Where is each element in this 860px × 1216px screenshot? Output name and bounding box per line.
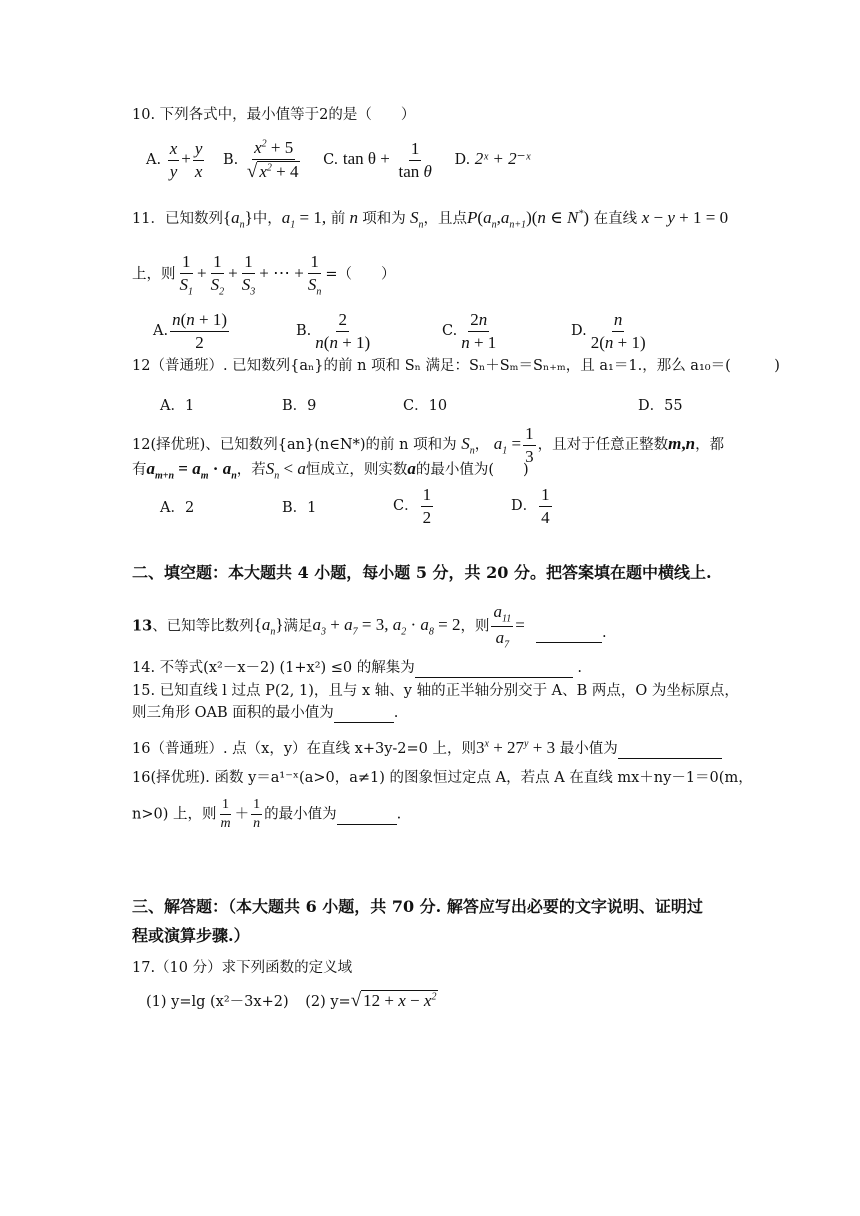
q10-option-a-label: A. bbox=[146, 152, 162, 169]
q12b-line2-a: 有 bbox=[132, 462, 147, 478]
q10-option-d-expr: 2ˣ + 2⁻ˣ bbox=[474, 149, 531, 169]
q17-part-1: (1) y=lg (x²－3x+2) bbox=[146, 994, 289, 1010]
q13-stem-a: 、已知等比数列 bbox=[152, 618, 254, 635]
q12b-line1-b: ，且对于任意正整数 bbox=[537, 437, 669, 454]
section-2-heading: 二、填空题：本大题共 4 小题，每小题 5 分，共 20 分。把答案填在题中横线上. bbox=[132, 563, 712, 582]
q11-option-c: C. $\frac{2n}{n + 1}$ bbox=[442, 310, 497, 352]
q17-part-2-label: (2) y= bbox=[305, 994, 351, 1010]
q12b-option-d: D． $\frac{1}{4}$ bbox=[511, 485, 550, 527]
q10-option-c-tan: tan θ + bbox=[342, 149, 390, 169]
q11-option-b: B. $\frac{2}{n(n + 1)}$ bbox=[296, 310, 371, 352]
q12b-line1-c: ，都 bbox=[695, 437, 725, 454]
q11-line2-b: =（ ） bbox=[325, 266, 396, 283]
q15-line2-text: 则三角形 OAB 面积的最小值为 bbox=[132, 705, 334, 721]
q12b-line2-c: 恒成立，则实数 bbox=[305, 462, 408, 478]
q11-stem-e: ，且点 bbox=[423, 211, 467, 227]
q11-line1: 11．已知数列$\{a_n\}$中，$a_1 = 1$, 前 n 项和为 $S_n$，且点$P(a_n,a_{n+1})(n$ ∈ N*) 在直线 x − y + 1 = 0 bbox=[132, 208, 729, 231]
q16a-line: 16（普通班）. 点（x，y）在直线 x+3y-2=0 上，则$3^x + 27^y + 3$ 最小值为 bbox=[132, 738, 722, 759]
q11-option-b-label: B. bbox=[296, 323, 312, 340]
q16a-stem-a: 16（普通班）. 点（x，y）在直线 x+3y-2=0 上，则 bbox=[132, 741, 476, 757]
q12a-option-c: C．10 bbox=[403, 398, 448, 414]
q11-stem-a: 11．已知数列 bbox=[132, 211, 223, 227]
q13-answer-blank[interactable]: . bbox=[536, 625, 607, 643]
q12a-option-b: B．9 bbox=[282, 398, 317, 414]
q12a-option-a: A．1 bbox=[160, 398, 195, 414]
q11-option-d-label: D. bbox=[571, 323, 587, 340]
q17-stem: 17.（10 分）求下列函数的定义域 bbox=[132, 960, 353, 976]
q11-stem-c: 前 bbox=[330, 211, 346, 227]
q10-option-d-label: D. bbox=[454, 152, 471, 169]
q14-answer-blank[interactable] bbox=[415, 660, 573, 678]
q17-parts: (1) y=lg (x²－3x+2) (2) y=√ $12 + x - x^2$ bbox=[146, 990, 437, 1011]
q10-option-c-label: C. bbox=[323, 152, 339, 169]
q12b-option-b: B．1 bbox=[282, 500, 317, 516]
q12b-option-d-label: D． bbox=[511, 498, 538, 515]
q11-option-a-label: A. bbox=[153, 323, 169, 340]
q13-line: 13、已知等比数列$\{a_n\}$满足$a_3 + a_7 = 3$, $a_2 \cdot a_8 = 2$，则 $\frac{a_{11}}{a_7}$ = bbox=[132, 602, 525, 651]
q11-stem-d: 项和为 bbox=[362, 211, 406, 227]
q12b-option-c: C． $\frac{1}{2}$ bbox=[393, 485, 432, 527]
q16b-line2-b: 的最小值为 bbox=[264, 806, 337, 823]
q10-option-b-label: B. bbox=[223, 152, 239, 169]
q14-line: 14. 不等式(x²－x－2) (1+x²) ≤0 的解集为 . bbox=[132, 660, 582, 678]
q12b-line2-d: 的最小值为( ) bbox=[415, 462, 529, 478]
q12a-option-d: D．55 bbox=[638, 398, 683, 414]
q10-options: A. $\frac{x}{y}$ + $\frac{y}{x}$ B. $\frac{x^2 + 5}{√ x^2 + 4}$ C. tan θ + $\frac{1}{\text{tan θ}}$ D. 2ˣ + 2⁻ˣ bbox=[146, 138, 531, 182]
q10-stem: 10. 下列各式中，最小值等于2的是（ ） bbox=[132, 107, 416, 123]
q11-line2-a: 上，则 bbox=[132, 266, 176, 283]
q16b-line2: n>0) 上，则 $\frac{1}{m}$ ＋ $\frac{1}{n}$ 的最小值为 . bbox=[132, 797, 402, 832]
q11-option-c-label: C. bbox=[442, 323, 458, 340]
q12b-option-a: A．2 bbox=[160, 500, 195, 516]
q15-answer-blank[interactable] bbox=[334, 705, 394, 723]
q11-option-d: D. $\frac{n}{2(n + 1)}$ bbox=[571, 310, 646, 352]
q16a-stem-b: 最小值为 bbox=[559, 741, 618, 757]
q11-line2: 上，则 $\frac{1}{S_1}$ + $\frac{1}{S_2}$ + $\frac{1}{S_3}$ + ⋯ + $\frac{1}{S_n}$ =（ ） bbox=[132, 252, 396, 297]
q12b-line2-b: ，若 bbox=[236, 462, 266, 478]
q13-number: 13 bbox=[132, 617, 153, 635]
q12b-line1: 12(择优班)、已知数列{an}(n∈N*)的前 n 项和为 $S_n$， $a_1$ = $\frac{1}{3}$ ，且对于任意正整数m,n，都 bbox=[132, 424, 725, 466]
q13-stem-b: 满足 bbox=[283, 618, 313, 635]
q11-stem-b: 中， bbox=[252, 211, 282, 227]
q12b-line2: 有$a_{m+n} = a_m \cdot a_n$，若$S_n < a$恒成立，则实数a的最小值为( ) bbox=[132, 459, 529, 482]
q13-stem-c: ，则 bbox=[460, 618, 490, 635]
q16b-line2-a: n>0) 上，则 bbox=[132, 806, 217, 823]
q11-stem-f: 在直线 bbox=[593, 211, 638, 227]
q14-stem: 14. 不等式(x²－x－2) (1+x²) ≤0 的解集为 bbox=[132, 660, 415, 676]
q16b-answer-blank[interactable] bbox=[337, 807, 397, 825]
q16a-answer-blank[interactable] bbox=[618, 741, 722, 759]
q12a-stem: 12（普通班）. 已知数列{aₙ}的前 n 项和 Sₙ 满足：Sₙ＋Sₘ＝Sₙ₊ₘ，且 a₁＝1.，那么 a₁₀＝( ) bbox=[132, 358, 780, 374]
section-3-heading-line1: 三、解答题：（本大题共 6 小题，共 70 分. 解答应写出必要的文字说明、证明过 bbox=[132, 897, 703, 916]
q15-line2: 则三角形 OAB 面积的最小值为 . bbox=[132, 705, 398, 723]
q15-line1: 15. 已知直线 l 过点 P(2, 1)，且与 x 轴、y 轴的正半轴分别交于 A、B 两点，O 为坐标原点， bbox=[132, 683, 739, 699]
q12b-line1-a: 12(择优班)、已知数列{an}(n∈N*)的前 n 项和为 bbox=[132, 437, 457, 454]
q16b-line1: 16(择优班). 函数 y＝a¹⁻ˣ(a>0，a≠1) 的图象恒过定点 A，若点 A 在直线 mx＋ny－1＝0(m， bbox=[132, 770, 753, 786]
q12b-option-c-label: C． bbox=[393, 498, 419, 515]
q11-option-a: A. $\frac{n(n + 1)}{2}$ bbox=[153, 310, 228, 352]
section-3-heading-line2: 程或演算步骤.） bbox=[132, 926, 250, 945]
